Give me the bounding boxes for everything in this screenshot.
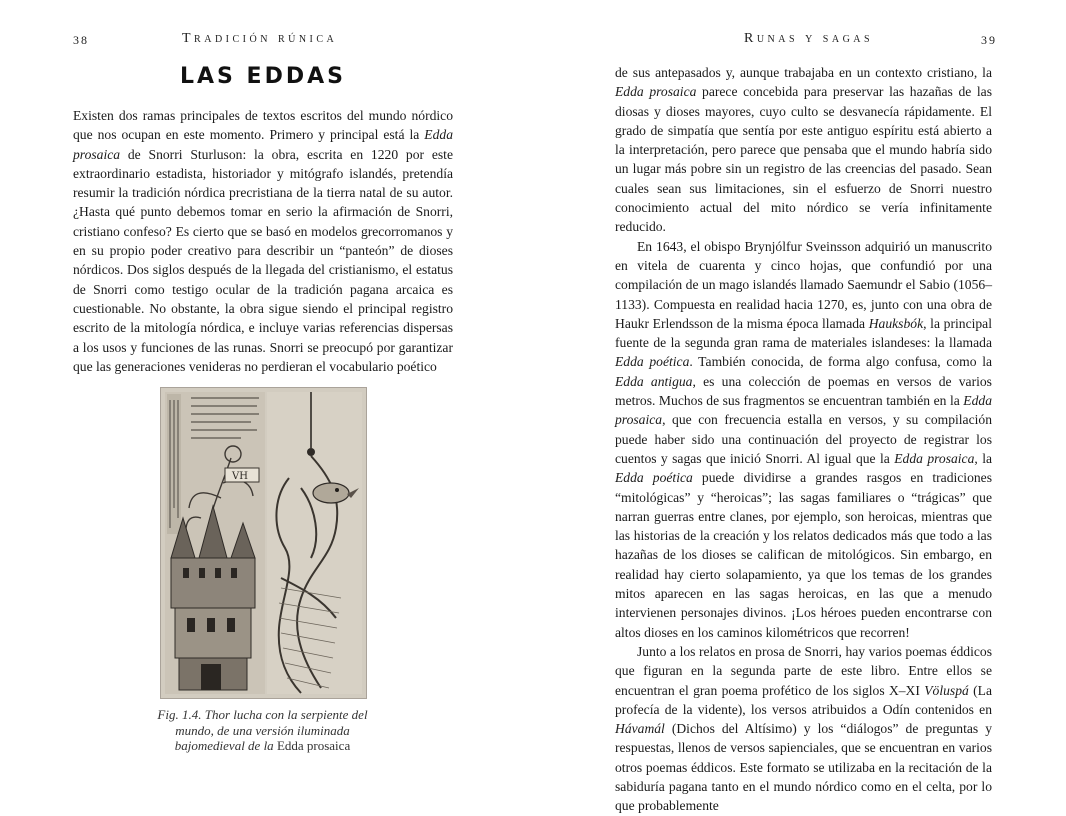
paragraph: En 1643, el obispo Brynjólfur Sveinsson adquirió un manuscrito en vitela de cuarenta y cinco hojas, que confundió por una compilación de un mago islandés llamado Saemundr el Sabio (1056–1133). Compuesta en realidad hacia 1270, es, junto con una obra de Haukr Erlendsson de la misma época llamada Hauksbók, la principal fuente de la segunda gran rama de materiales islandeses: la llamada Edda poética. También conocida, de forma algo confusa, como la Edda antigua, es una colección de poemas en versos de varios metros. Muchos de sus fragmentos se encuentran también en la Edda prosaica, que con frecuencia estalla en versos, y su compilación puede haber sido una continuación del proyecto de registrar los cuentos y sagas que inició Snorri. Al igual que la Edda prosaica, la Edda poética puede dividirse a grandes rasgos en tradiciones “mitológicas” y “heroicas”; las sagas familiares o “trágicas” que narran guerras entre clanes, por ejemplo, son heroicas, mientras que las historias de la creación y los relatos dedicados más que todo a las hazañas de los dioses se califican de mitológicos. Sin embargo, en realidad hay cierto solapamiento, ya que los temas de los grandes mitos aparecen en las sagas heroicas, en las que a menudo intervienen personajes divinos. ¡Los héroes pueden encontrarse con altos dioses en los caminos kilométricos que recorren! (615, 238, 993, 640)
right-body-text (615, 63, 992, 816)
svg-text:VH: VH (232, 471, 248, 482)
manuscript-illustration (160, 387, 367, 699)
paragraph: Existen dos ramas principales de textos escritos del mundo nórdico que nos ocupan en este momento. Primero y principal está la Edda prosaica de Snorri Sturluson: la obra, escrita en 1220 por este extraordinario estadista, historiador y mitógrafo islandés, pretendía resumir la tradición nórdica precristiana de la tierra natal de su autor. ¿Hasta qué punto debemos tomar en serio la afirmación de Snorri, cristiano confeso? Es cierto que se basó en modelos grecorromanos y en su propio poder creativo para describir un “panteón” de dioses nórdicos. Dos siglos después de la llegada del cristianismo, el estatus de Snorri como testigo ocular de la tradición pagana arcaica es cuestionable. No obstante, la obra sigue siendo el principal registro escrito de la mitología nórdica, e incluye varias referencias dispersas a los usos y funciones de las runas. Snorri se preocupó por garantizar que las generaciones venideras no perdieran el vocabulario poético (73, 108, 453, 374)
paragraph: Junto a los relatos en prosa de Snorri, hay varios poemas éddicos que figuran en la segunda parte de este libro. Entre ellos se encuentran el gran poema profético de los siglos X–XI Völuspá (La profecía de la vidente), los versos atribuidos a Odín contenidos en Hávamál (Dichos del Altísimo) y los “diálogos” de preguntas y respuestas, llenos de versos sapienciales, que se encuentran en varios otros poemas éddicos. Este formato se utilizaba en la recitación de la sabiduría pagana tanto en el mundo nórdico como en el celta, por lo que probablemente (615, 643, 993, 814)
caption-text: Fig. 1.4. Thor lucha con la serpiente del mundo, de una versión iluminada bajomedieval de la (157, 707, 368, 753)
page-number-left: 38 (73, 33, 89, 47)
running-head-right: Runas y sagas (744, 31, 874, 46)
paragraph: de sus antepasados y, aunque trabajaba en un contexto cristiano, la Edda prosaica parece concebida para preservar las hazañas de las diosas y dioses mayores, cuyo culto se desvanecía rápidamente. El grado de simpatía que sentía por este antiguo espíritu está abierto a la interpretación, pero parece que pensaba que el mundo habría sido un lugar más pobre sin un registro de las creencias del pasado. Sean cuales sean sus limitaciones, sin el esfuerzo de Snorri nuestro conocimiento actual del mito nórdico se vería infinitamente reducido. (615, 65, 993, 235)
caption-title: Edda prosaica (276, 738, 351, 753)
page-number-right: 39 (981, 33, 997, 47)
left-body-text (73, 106, 453, 376)
right-page (533, 0, 1066, 814)
figure-caption (140, 707, 385, 754)
thor-serpent-illumination (161, 388, 366, 698)
left-page (0, 0, 533, 800)
running-head-left: Tradición rúnica (182, 31, 338, 46)
section-title: LAS EDDAS (180, 64, 346, 89)
